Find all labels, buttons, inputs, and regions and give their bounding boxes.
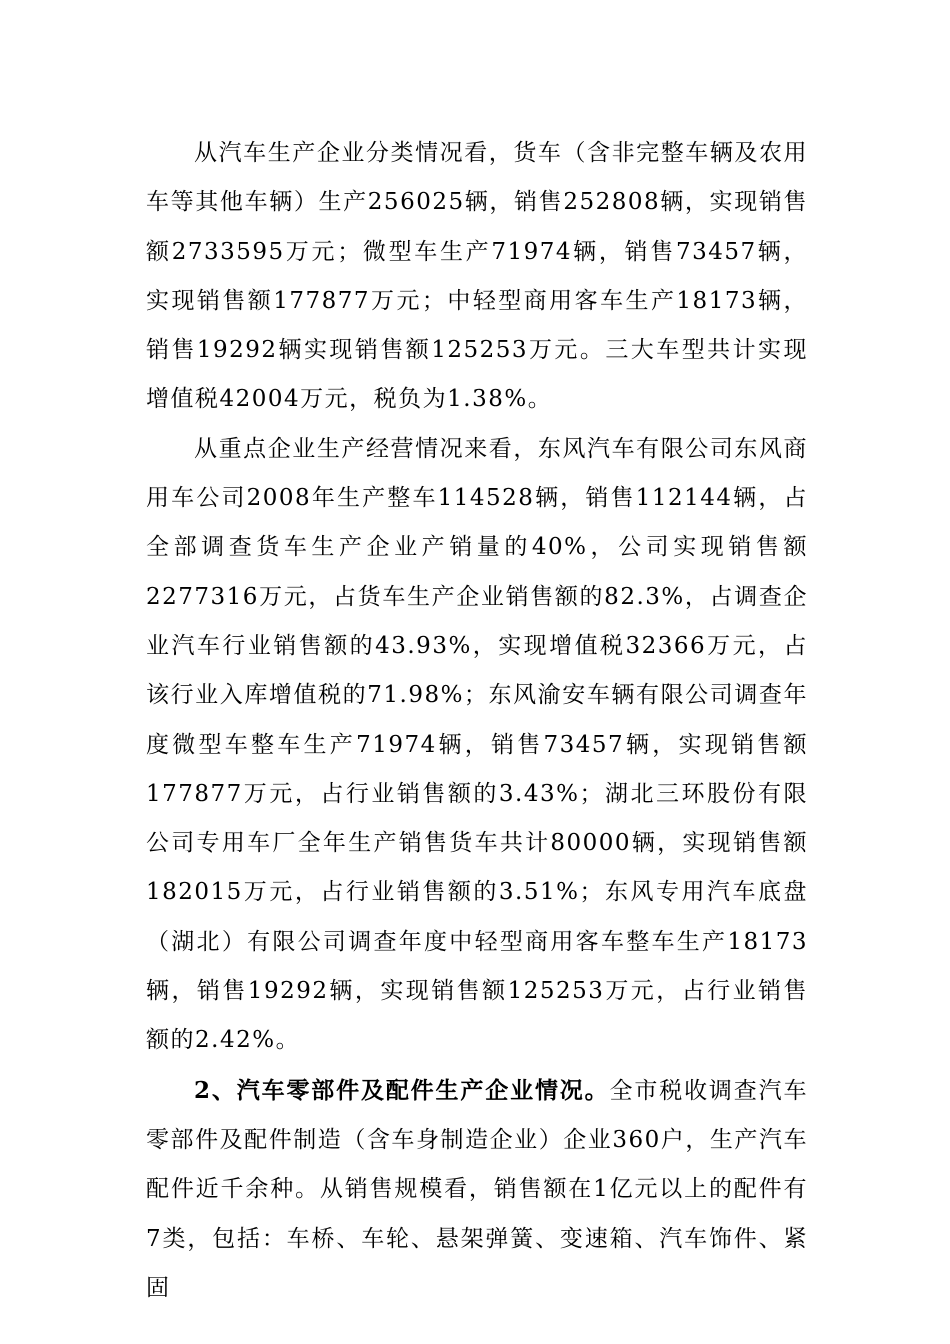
paragraph-key-enterprises (146, 425, 808, 1066)
paragraph-text: 从重点企业生产经营情况来看，东风汽车有限公司东风商用车公司2008年生产整车114528辆，销售112144辆，占全部调查货车生产企业产销量的40%，公司实现销售额2277316万元，占货车生产企业销售额的82.3%，占调查企业汽车行业销售额的43.93%，实现增值税32366万元，占该行业入库增值税的71.98%；东风渝安车辆有限公司调查年度微型车整车生产71974辆，销售73457辆，实现销售额177877万元，占行业销售额的3.43%；湖北三环股份有限公司专用车厂全年生产销售货车共计80000辆，实现销售额182015万元，占行业销售额的3.51%；东风专用汽车底盘（湖北）有限公司调查年度中轻型商用客车整车生产18173辆，销售19292辆，实现销售额125253万元，占行业销售额的2.42%。 (146, 435, 808, 1054)
section-heading: 2、汽车零部件及配件生产企业情况。 (194, 1076, 610, 1104)
document-body (146, 129, 808, 1313)
paragraph-parts-enterprises (146, 1066, 808, 1313)
paragraph-text: 全市税收调查汽车零部件及配件制造（含车身制造企业）企业360户，生产汽车配件近千余种。从销售规模看，销售额在1亿元以上的配件有7类，包括：车桥、车轮、悬架弹簧、变速箱、汽车饰件、紧固 (146, 1077, 808, 1301)
paragraph-vehicle-categories (146, 129, 808, 425)
paragraph-text: 从汽车生产企业分类情况看，货车（含非完整车辆及农用车等其他车辆）生产256025辆，销售252808辆，实现销售额2733595万元；微型车生产71974辆，销售73457辆，实现销售额177877万元；中轻型商用客车生产18173辆，销售19292辆实现销售额125253万元。三大车型共计实现增值税42004万元，税负为1.38%。 (146, 140, 808, 413)
